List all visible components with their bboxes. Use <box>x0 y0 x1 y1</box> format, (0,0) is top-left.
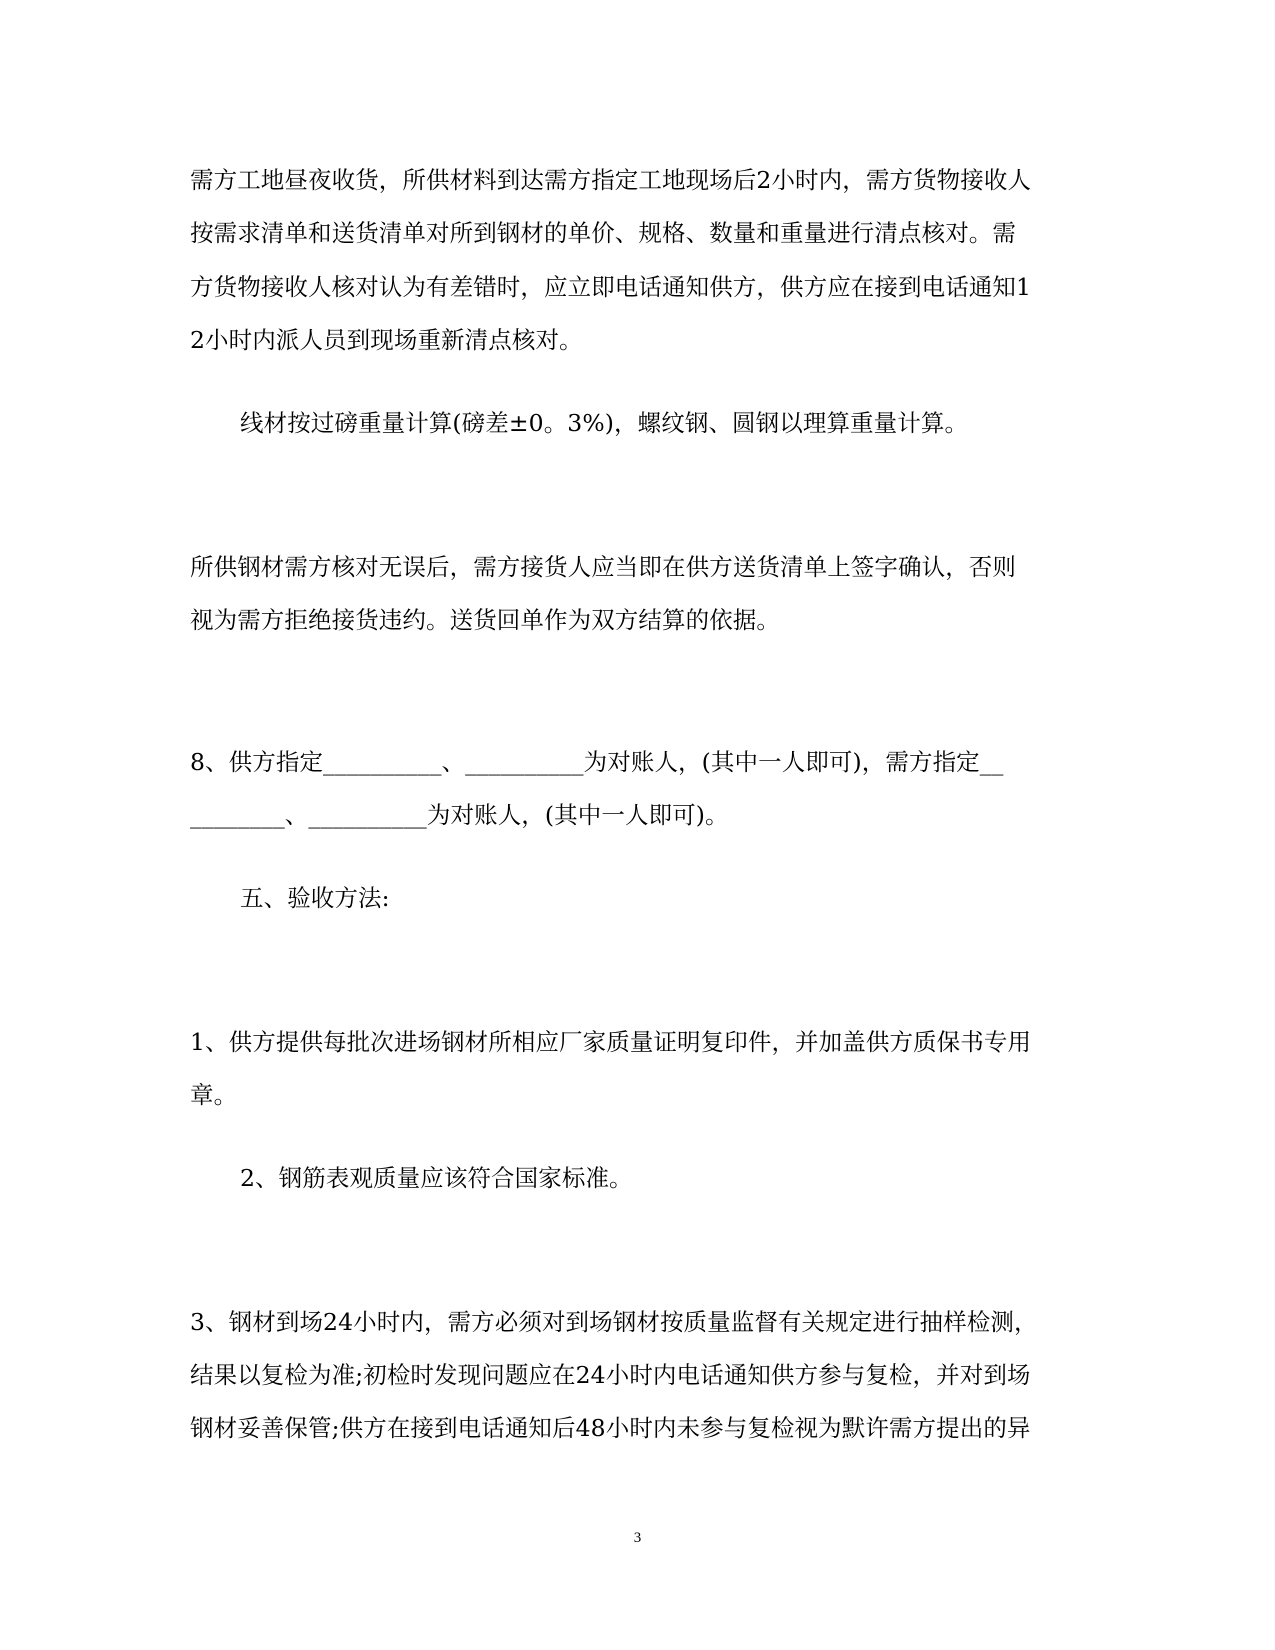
paragraph-2-line-1: 线材按过磅重量计算(磅差±0。3%)，螺纹钢、圆钢以理算重量计算。 <box>240 409 969 437</box>
paragraph-1-line-2: 按需求清单和送货清单对所到钢材的单价、规格、数量和重量进行清点核对。需 <box>190 219 1016 247</box>
paragraph-4-line-2: ________、__________为对账人，(其中一人即可)。 <box>190 801 729 829</box>
item-1-line-2: 章。 <box>190 1081 238 1109</box>
paragraph-1-line-3: 方货物接收人核对认为有差错时，应立即电话通知供方，供方应在接到电话通知1 <box>190 273 1032 301</box>
item-1-line-1: 1、供方提供每批次进场钢材所相应厂家质量证明复印件，并加盖供方质保书专用 <box>190 1028 1032 1056</box>
item-3-line-2: 结果以复检为准;初检时发现问题应在24小时内电话通知供方参与复检，并对到场 <box>190 1361 1031 1389</box>
item-3-line-1: 3、钢材到场24小时内，需方必须对到场钢材按质量监督有关规定进行抽样检测， <box>190 1308 1038 1336</box>
page-number: 3 <box>633 1530 642 1546</box>
paragraph-1-line-4: 2小时内派人员到现场重新清点核对。 <box>190 326 583 354</box>
section-heading: 五、验收方法: <box>240 884 390 912</box>
paragraph-3-line-2: 视为需方拒绝接货违约。送货回单作为双方结算的依据。 <box>190 606 780 634</box>
item-2-line-1: 2、钢筋表观质量应该符合国家标准。 <box>240 1164 633 1192</box>
item-3-line-3: 钢材妥善保管;供方在接到电话通知后48小时内未参与复检视为默许需方提出的异 <box>190 1414 1031 1442</box>
paragraph-4-line-1: 8、供方指定__________、__________为对账人，(其中一人即可)，需方指定__ <box>190 748 1004 776</box>
paragraph-3-line-1: 所供钢材需方核对无误后，需方接货人应当即在供方送货清单上签字确认，否则 <box>190 553 1016 581</box>
paragraph-1-line-1: 需方工地昼夜收货，所供材料到达需方指定工地现场后2小时内，需方货物接收人 <box>190 166 1032 194</box>
